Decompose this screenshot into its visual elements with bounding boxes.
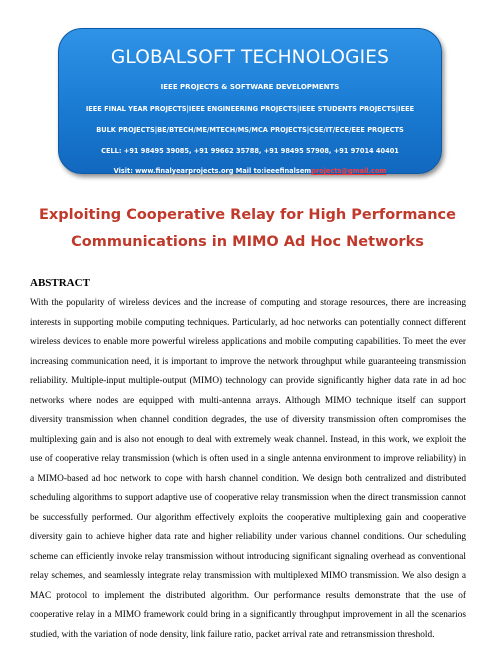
- banner-projects-line: IEEE FINAL YEAR PROJECTS|IEEE ENGINEERING PROJECTS|IEEE STUDENTS PROJECTS|IEEE: [85, 105, 415, 113]
- banner-bulk-line: BULK PROJECTS|BE/BTECH/ME/MTECH/MS/MCA PROJECTS|CSE/IT/ECE/EEE PROJECTS: [96, 126, 404, 134]
- abstract-heading: ABSTRACT: [30, 277, 90, 289]
- banner-tagline: IEEE PROJECTS & SOFTWARE DEVELOPMENTS: [160, 83, 340, 91]
- paper-title-line-2: Communications in MIMO Ad Hoc Networks: [71, 234, 424, 250]
- email-link[interactable]: projects@gmail.com: [311, 167, 387, 175]
- paper-title-line-1: Exploiting Cooperative Relay for High Performance: [39, 207, 456, 223]
- banner-visit-line: [59, 167, 441, 175]
- company-name: GLOBALSOFT TECHNOLOGIES: [110, 47, 390, 68]
- visit-text: Visit: www.finalyearprojects.org Mail to:ieeefinalsem: [113, 167, 312, 175]
- banner-cell-line: CELL: +91 98495 39085, +91 99662 35788, +91 98495 57908, +91 97014 40401: [101, 147, 399, 155]
- abstract-body: With the popularity of wireless devices and the increase of computing and storage resources, there are increasing interests in supporting mobile computing techniques. Particularly, ad hoc networks can potentially connect different wireless devices to enable more powerful wireless applications and mobile computing capabilities. To meet the ever increasing communication need, it is important to improve the network throughput while guaranteeing transmission reliability. Multiple-input multiple-output (MIMO) technology can provide significantly higher data rate in ad hoc networks where nodes are equipped with multi-antenna arrays. Although MIMO technique itself can support diversity transmission when channel condition degrades, the use of diversity transmission often compromises the multiplexing gain and is also not enough to deal with extremely weak channel. Instead, in this work, we exploit the use of cooperative relay transmission (which is often used in a single antenna environment to improve reliability) in a MIMO-based ad hoc network to cope with harsh channel condition. We design both centralized and distributed scheduling algorithms to support adaptive use of cooperative relay transmission when the direct transmission cannot be successfully performed. Our algorithm effectively exploits the cooperative multiplexing gain and cooperative diversity gain to achieve higher data rate and higher reliability under various channel conditions. Our scheduling scheme can efficiently invoke relay transmission without introducing significant signaling overhead as conventional relay schemes, and seamlessly integrate relay transmission with multiplexed MIMO transmission. We also design a MAC protocol to implement the distributed algorithm. Our performance results demonstrate that the use of cooperative relay in a MIMO framework could bring in a significantly throughput improvement in all the scenarios studied, with the variation of node density, link failure ratio, packet arrival rate and retransmission threshold.: [30, 298, 466, 640]
- company-banner: [58, 28, 442, 174]
